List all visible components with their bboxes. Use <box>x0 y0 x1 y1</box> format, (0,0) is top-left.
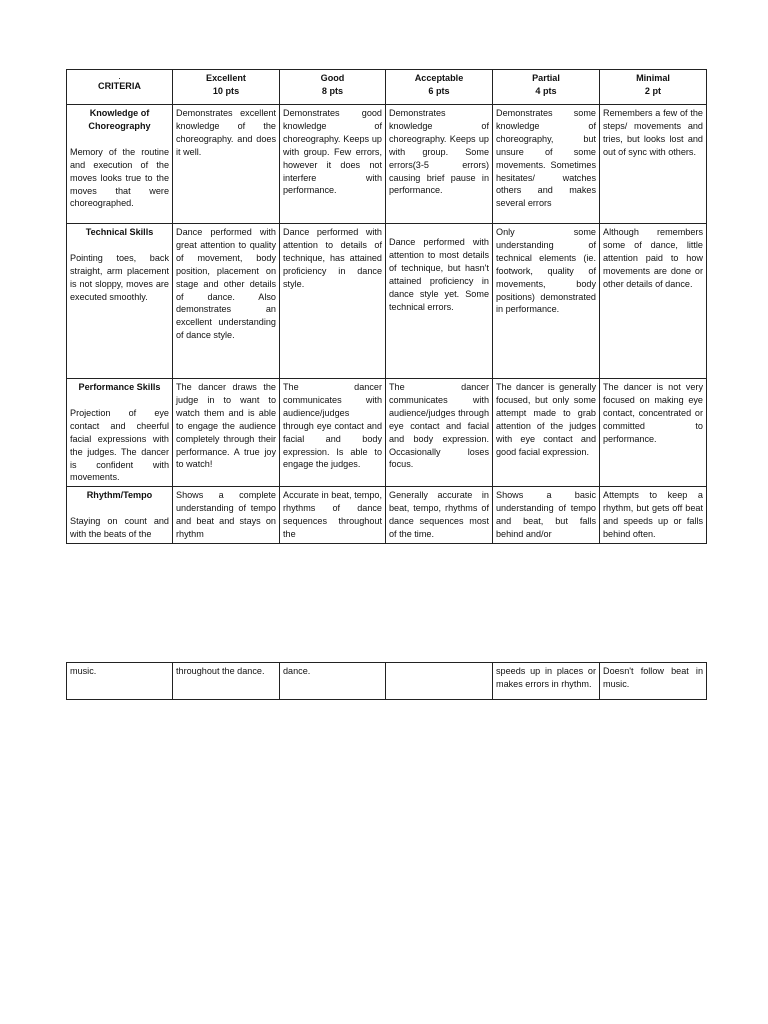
criteria-cell <box>67 105 173 224</box>
level-points: 6 pts <box>428 85 450 96</box>
criteria-description: Staying on count and with the beats of the <box>70 516 169 540</box>
rubric-cell-minimal: The dancer is not very focused on making eye contact, concentrated or committed to performance. <box>600 379 707 487</box>
rubric-cell-minimal: Attempts to keep a rhythm, but gets off beat and speeds up or falls behind often. <box>600 487 707 544</box>
criteria-label: CRITERIA <box>98 81 141 91</box>
criteria-description: Projection of eye contact and cheerful facial expressions with the judges. The dancer is confident with movements. <box>70 407 169 483</box>
criteria-header <box>67 70 173 105</box>
continuation-row <box>67 663 707 700</box>
criteria-row-choreography <box>67 105 707 224</box>
criteria-row-performance <box>67 379 707 487</box>
rubric-cell-partial: Demonstrates some knowledge of choreography, but unsure of some movements. Sometimes hesitates/ watches others and makes several errors <box>493 105 600 224</box>
continuation-cell-minimal: Doesn't follow beat in music. <box>600 663 707 700</box>
continuation-cell-good: dance. <box>280 663 386 700</box>
rubric-cell-acceptable: Generally accurate in beat, tempo, rhythms of dance sequences most of the time. <box>386 487 493 544</box>
level-name: Partial <box>532 73 560 83</box>
criteria-title: Technical Skills <box>85 227 154 237</box>
rubric-cell-partial: Only some understanding of technical elements (ie. footwork, quality of movements, body positions) demonstrated in performance. <box>493 224 600 379</box>
rubric-cell-excellent: Shows a complete understanding of tempo and beat and stays on rhythm <box>173 487 280 544</box>
continuation-cell-acceptable <box>386 663 493 700</box>
rubric-cell-good: Accurate in beat, tempo, rhythms of dance sequences throughout the <box>280 487 386 544</box>
level-header-partial <box>493 70 600 105</box>
level-header-minimal <box>600 70 707 105</box>
level-points: 2 pt <box>644 85 662 96</box>
rubric-cell-acceptable: Dance performed with attention to most details of technique, but hasn't attained proficiency in dance style yet. Some technical errors. <box>386 224 493 379</box>
rubric-cell-partial: Shows a basic understanding of tempo and beat, but falls behind and/or <box>493 487 600 544</box>
criteria-cell <box>67 224 173 379</box>
level-points: 8 pts <box>321 85 344 96</box>
continuation-cell-criteria: music. <box>67 663 173 700</box>
rubric-cell-excellent: Demonstrates excellent knowledge of the choreography. and does it well. <box>173 105 280 224</box>
criteria-row-rhythm <box>67 487 707 544</box>
criteria-cell <box>67 379 173 487</box>
level-name: Acceptable <box>414 73 464 83</box>
criteria-description: Memory of the routine and execution of the moves looks true to the moves that were choreographed. <box>70 146 169 209</box>
rubric-cell-partial: The dancer is generally focused, but only some attempt made to grab attention of the judges with eye contact and good facial expression. <box>493 379 600 487</box>
criteria-row-technical <box>67 224 707 379</box>
rubric-cell-excellent: The dancer draws the judge in to want to watch them and is able to engage the audience completely through their performance. A true joy to watch! <box>173 379 280 487</box>
criteria-title: Performance Skills <box>78 382 161 392</box>
rubric-cell-acceptable: The dancer communicates with audience/judges through eye contact and facial and body expression. Occasionally loses focus. <box>386 379 493 487</box>
criteria-title: Rhythm/Tempo <box>86 490 153 501</box>
level-header-excellent <box>173 70 280 105</box>
criteria-title: Knowledge of Choreography <box>88 108 151 131</box>
level-name: Good <box>320 73 345 83</box>
level-points: 4 pts <box>535 85 557 96</box>
continuation-cell-excellent: throughout the dance. <box>173 663 280 700</box>
rubric-cell-minimal: Remembers a few of the steps/ movements and tries, but looks lost and out of sync with others. <box>600 105 707 224</box>
criteria-dot: . <box>118 71 121 81</box>
criteria-cell <box>67 487 173 544</box>
criteria-description: Pointing toes, back straight, arm placement is not sloppy, moves are executed smoothly. <box>70 252 169 302</box>
rubric-cell-minimal: Although remembers some of dance, little attention paid to how movements are done or other details of dance. <box>600 224 707 379</box>
level-name: Excellent <box>206 73 246 83</box>
continuation-cell-partial: speeds up in places or makes errors in rhythm. <box>493 663 600 700</box>
rubric-cell-excellent: Dance performed with great attention to quality of movement, body position, placement on stage and other details of dance. Also demonstrates an excellent understanding of dance style. <box>173 224 280 379</box>
level-name: Minimal <box>636 73 670 83</box>
rubric-cell-good: The dancer communicates with audience/judges through eye contact and facial and body expression. Is able to engage the judges. <box>280 379 386 487</box>
level-header-good <box>280 70 386 105</box>
rubric-cell-good: Demonstrates good knowledge of choreography. Keeps up with group. Few errors, however it does not interfere with performance. <box>280 105 386 224</box>
rubric-table-continuation <box>66 662 707 700</box>
rubric-cell-good: Dance performed with attention to details of technique, has attained proficiency in dance style. <box>280 224 386 379</box>
level-header-acceptable <box>386 70 493 105</box>
header-row <box>67 70 707 105</box>
rubric-cell-acceptable: Demonstrates knowledge of choreography. Keeps up with group. Some errors(3-5 errors) causing brief pause in performance. <box>386 105 493 224</box>
rubric-table <box>66 69 707 544</box>
level-points: 10 pts <box>212 85 240 96</box>
